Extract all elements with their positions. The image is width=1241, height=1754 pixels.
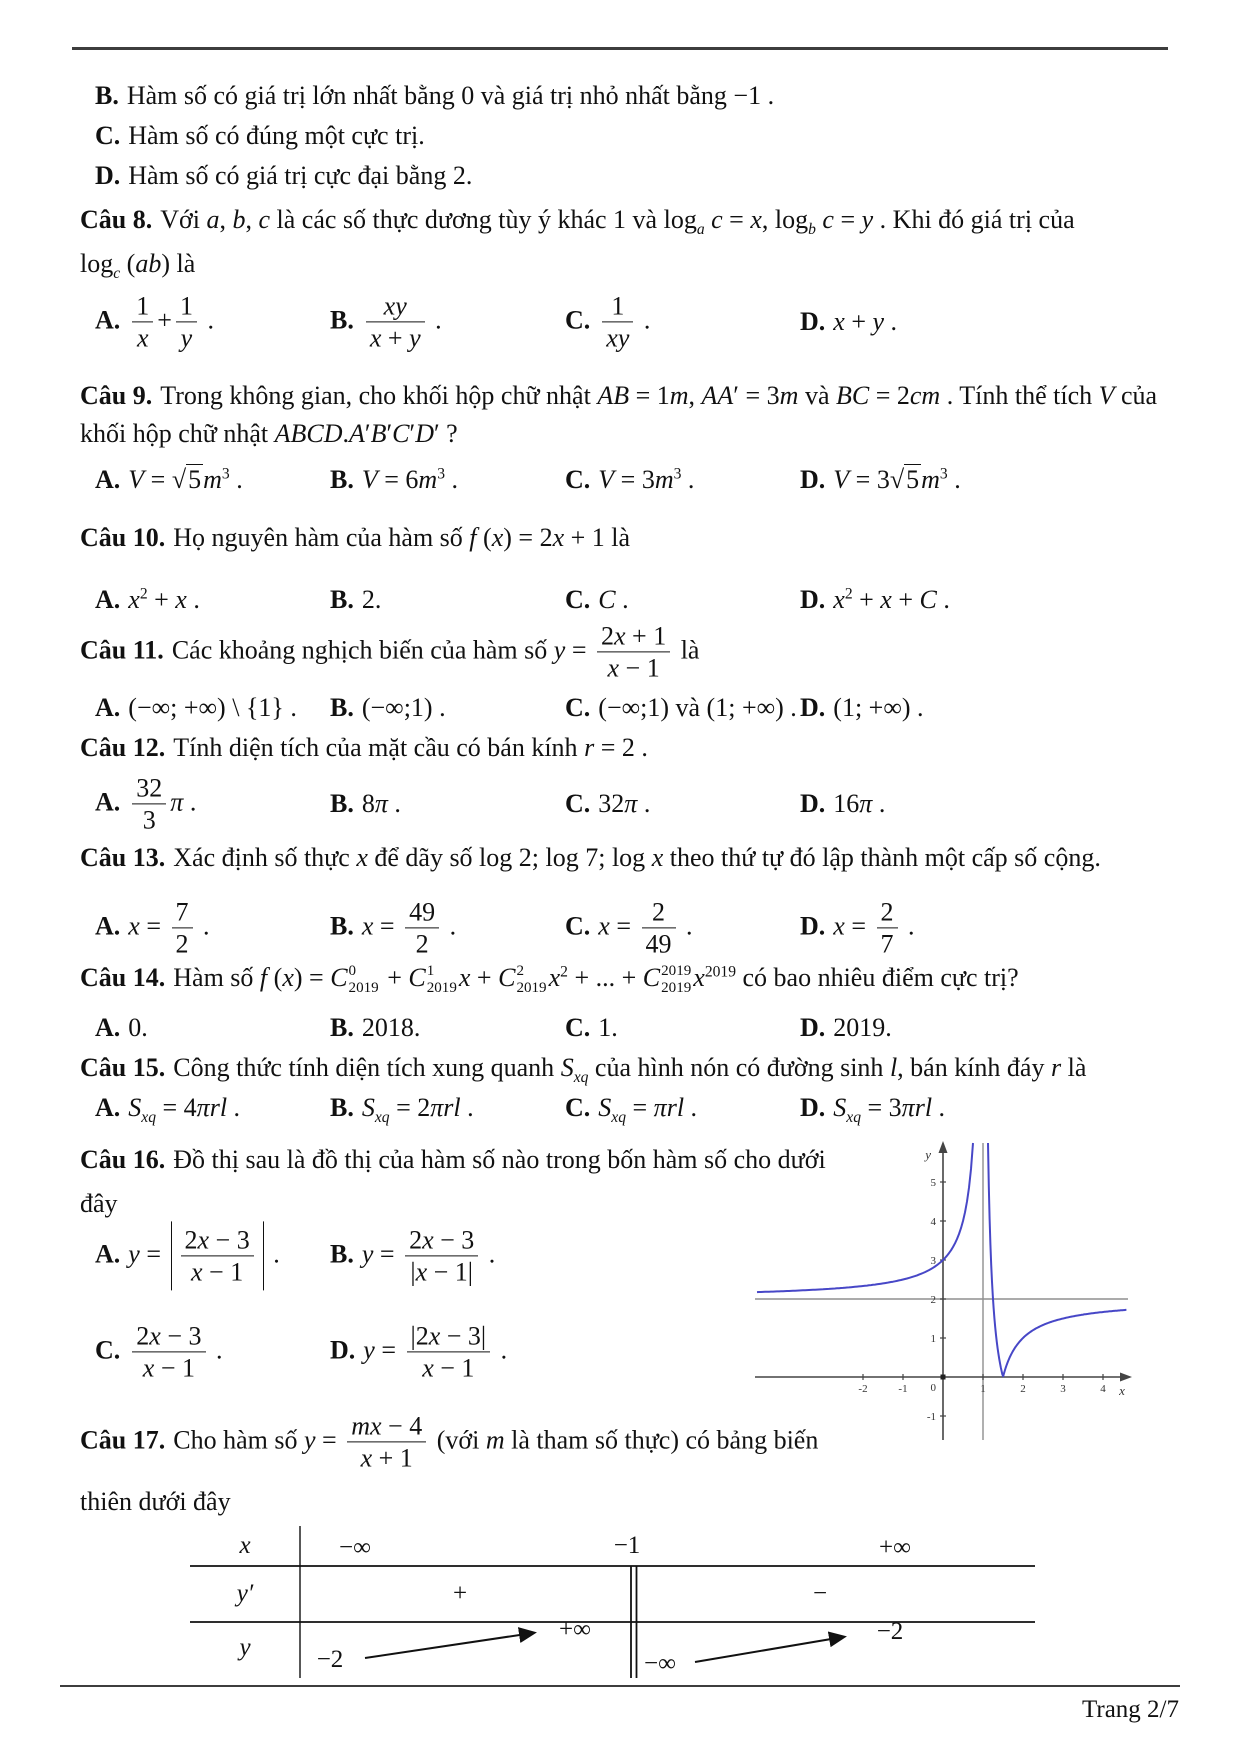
question-cau15-option-a [95,1093,241,1127]
option-label: B. [330,304,354,334]
option-label: C. [565,1013,591,1042]
question-text: Các khoảng nghịch biến của hàm số y = $\frac{2x + 1}{x - 1}$ là [171,621,700,683]
bbt-y-right-from: −∞ [644,1650,676,1677]
bbt-x-right: +∞ [879,1534,911,1561]
graph-tick-label: 5 [930,1177,936,1189]
option-text: y = $\frac{|2x - 3|}{x - 1}$ . [363,1321,508,1383]
option-label: C. [95,1334,121,1364]
graph-tick-label: -1 [898,1383,908,1395]
question-cau16-option-d [330,1321,507,1382]
bbt-var-y-prime: y′ [236,1580,254,1607]
graph-tick-label: -2 [858,1383,868,1395]
option-text: 2018. [361,1013,421,1042]
question-cau8-option-d [800,307,897,337]
option-text: Hàm số có giá trị cực đại bằng 2. [128,161,473,190]
option-text: $S_{xq} = 4\pi rl$ . [128,1093,241,1127]
question-cau9-option-d [800,465,961,495]
option-text: $\frac{2x - 3}{x - 1}$ . [128,1335,222,1364]
option-text: x = $\frac{7}{2}$ . [128,897,210,959]
question-cau16-option-b [330,1225,495,1286]
bbt-yprime-left: + [452,1580,468,1607]
option-label: D. [95,161,121,190]
graph-tick-label: 0 [930,1382,936,1394]
bbt-x-mid: −1 [613,1532,641,1559]
question-cau12-option-d [800,789,885,819]
question-text: Hàm số f (x) = C 0 2019 + C 1 2019 x + C 2 2019 $x^2$ + ... + C 2019 2019 $x^{2019}$ có bao nhiêu điểm cực trị? [173,963,1019,997]
option-label: A. [95,1093,121,1122]
option-label: B. [330,789,354,818]
option-label: A. [95,910,121,940]
question-cau16-line-1 [80,1145,826,1175]
option-text: $V = 6m^3$ . [361,465,458,494]
option-text: $V = 3√5m^3$ . [833,465,961,494]
graph-x-axis-label: x [1119,1383,1125,1398]
function-graph [750,1135,1140,1447]
bbt-var-x: x [239,1532,251,1559]
question-cau11-line-1 [80,621,699,682]
option-label: A. [95,693,121,722]
page-number: Trang 2/7 [1081,1696,1179,1723]
question-cau13-option-d [800,897,915,958]
option-label: B. [330,1093,354,1122]
question-cau8-line-2 [80,249,196,283]
option-label: C. [95,121,121,150]
question-cau9-option-b [330,465,458,495]
option-text: $x^2 + x$ . [128,585,200,614]
question-cau12-label: Câu 12. [80,733,166,762]
option-text: 8π . [361,789,401,818]
question-cau14-option-a [95,1013,148,1043]
top-rule [72,47,1168,50]
bbt-y-left-from: −2 [316,1646,344,1673]
question-cau15-option-b [330,1093,474,1127]
question-text: thiên dưới đây [80,1487,231,1516]
question-cau17-label: Câu 17. [80,1424,166,1454]
question-cau13-option-a [95,897,210,958]
question-cau9-option-a [95,465,243,495]
question-cau9-line-2 [80,419,458,449]
option-text: $V = 3m^3$ . [598,465,695,494]
option-label: C. [565,585,591,614]
question-cau12-option-b [330,789,401,819]
option-label: C. [565,693,591,722]
question-cau15-option-c [565,1093,698,1127]
question-cau14-option-b [330,1013,420,1043]
question-cau17-line-1 [80,1411,818,1472]
option-text: x = $\frac{2}{49}$ . [598,897,693,959]
question-cau8-option-b [330,291,442,352]
option-text: 16π . [833,789,886,818]
question-cau11-option-a [95,693,297,723]
option-label: B. [330,1013,354,1042]
option-label: A. [95,1013,121,1042]
question-cau13-option-c [565,897,693,958]
bbt-yprime-right: − [812,1580,828,1607]
graph-tick-label: 4 [1100,1383,1106,1395]
question-text: đây [80,1189,118,1218]
option-text: (−∞;1) và (1; +∞) . [598,693,797,722]
question-cau9-line-1 [80,381,1157,411]
option-label: D. [800,789,826,818]
question-cau9-option-c [565,465,694,495]
question-text: $\log_c (ab)$ là [80,249,196,283]
option-text: $S_{xq} = 3\pi rl$ . [833,1093,946,1127]
question-cau14-line-1 [80,963,1019,997]
graph-curve [988,1143,1126,1376]
question-cau10-option-c [565,585,629,615]
question-cau14-option-d [800,1013,892,1043]
option-label: D. [800,307,826,336]
question-cau10-option-b [330,585,381,615]
question-cau8-option-c [565,291,650,352]
graph-curve [757,1143,973,1292]
leading-option-d [95,161,472,191]
option-label: D. [800,585,826,614]
option-text: $\frac{32}{3}$ π . [128,787,196,816]
question-text: Cho hàm số y = $\frac{mx - 4}{x + 1}$ (với m là tham số thực) có bảng biến [173,1411,819,1473]
question-cau11-option-b [330,693,446,723]
option-text: (−∞; +∞) \ {1} . [128,693,297,722]
question-cau16-line-2 [80,1189,118,1219]
graph-y-axis-label: y [925,1147,931,1162]
option-label: D. [800,1093,826,1122]
option-label: A. [95,1238,121,1268]
option-text: x + y . [833,307,898,336]
question-text: Tính diện tích của mặt cầu có bán kính r = 2 . [173,733,648,762]
question-cau12-option-c [565,789,650,819]
function-graph-svg [750,1135,1140,1447]
question-cau11-label: Câu 11. [80,634,164,664]
question-text: Trong không gian, cho khối hộp chữ nhật AB = 1m, AA′ = 3m và BC = 2cm . Tính thể tích V của [160,381,1158,410]
question-cau11-option-c [565,693,797,723]
question-text: khối hộp chữ nhật ABCD.A′B′C′D′ ? [80,419,458,448]
option-text: y = $\frac{2x - 3}{x - 1}$ . [128,1239,279,1268]
question-cau10-option-d [800,585,950,615]
graph-tick-label: 3 [1060,1383,1066,1395]
option-label: B. [330,585,354,614]
question-text: Với a, b, c là các số thực dương tùy ý khác 1 và $\log_a c = x$, $\log_b c = y$ . Khi đó giá trị của [160,205,1075,239]
option-text: $\frac{1}{x}$ + $\frac{1}{y}$ . [128,305,214,334]
option-label: D. [800,1013,826,1042]
graph-tick-label: 3 [930,1255,936,1267]
option-text: (−∞;1) . [361,693,446,722]
leading-option-c [95,121,425,151]
option-label: B. [330,693,354,722]
question-cau12-option-a [95,773,196,834]
graph-tick-label: -1 [926,1411,936,1423]
bbt-x-left: −∞ [339,1534,371,1561]
question-cau9-label: Câu 9. [80,381,153,410]
option-text: $\frac{1}{xy}$ . [598,305,650,334]
question-cau16-option-c [95,1321,223,1382]
question-cau15-line-1 [80,1053,1087,1087]
option-text: 1. [598,1013,618,1042]
option-label: D. [800,693,826,722]
option-label: C. [565,789,591,818]
question-cau10-label: Câu 10. [80,523,166,552]
bbt-var-y: y [239,1634,251,1661]
option-text: $S_{xq} = 2\pi rl$ . [361,1093,474,1127]
question-cau8-line-1 [80,205,1075,239]
graph-tick-label: 1 [980,1383,986,1395]
option-label: B. [95,81,119,110]
option-label: B. [330,1238,354,1268]
option-label: D. [800,465,826,494]
option-label: A. [95,786,121,816]
question-text: Họ nguyên hàm của hàm số f (x) = 2x + 1 là [173,523,631,552]
option-text: 0. [128,1013,148,1042]
option-text: x = $\frac{2}{7}$ . [833,897,915,959]
graph-tick-label: 2 [930,1294,936,1306]
question-cau8-option-a [95,291,214,352]
question-cau10-option-a [95,585,200,615]
option-text: $V = √5m^3$ . [128,465,243,494]
graph-tick-label: 1 [930,1333,936,1345]
question-cau17-line-2 [80,1487,231,1517]
option-text: y = $\frac{2x - 3}{|x - 1|}$ . [361,1225,496,1287]
question-cau14-option-c [565,1013,618,1043]
question-cau13-option-b [330,897,456,958]
question-text: Công thức tính diện tích xung quanh $S_{xq}$ của hình nón có đường sinh l, bán kính đáy r là [173,1053,1087,1087]
option-text: 2. [361,585,382,614]
option-label: D. [800,910,826,940]
bbt-y-left-to: +∞ [559,1616,591,1643]
option-text: $\frac{xy}{x + y}$ . [362,305,442,334]
option-text: $S_{xq} = \pi rl$ . [598,1093,698,1127]
graph-tick-label: 2 [1020,1383,1026,1395]
option-label: A. [95,304,121,334]
option-text: C . [598,585,629,614]
option-label: C. [565,304,591,334]
leading-option-b [95,81,774,111]
question-cau8-label: Câu 8. [80,205,153,234]
option-text: Hàm số có giá trị lớn nhất bằng 0 và giá trị nhỏ nhất bằng −1 . [126,81,775,110]
option-text: x = $\frac{49}{2}$ . [361,897,457,959]
option-text: $x^2 + x + C$ . [833,585,950,614]
question-cau12-line-1 [80,733,648,763]
option-label: C. [565,1093,591,1122]
question-cau16-option-a [95,1221,280,1290]
option-label: A. [95,465,121,494]
increase-arrow-left [365,1633,533,1658]
question-text: Xác định số thực x để dãy số log 2; log 7; log x theo thứ tự đó lập thành một cấp số cộng. [173,843,1101,872]
question-cau15-label: Câu 15. [80,1053,166,1082]
question-cau15-option-d [800,1093,946,1127]
bbt-y-right-to: −2 [876,1618,904,1645]
question-text: Đồ thị sau là đồ thị của hàm số nào trong bốn hàm số cho dưới [173,1145,826,1174]
question-cau16-label: Câu 16. [80,1145,166,1174]
question-cau13-line-1 [80,843,1101,873]
option-label: C. [565,465,591,494]
option-text: (1; +∞) . [833,693,924,722]
question-cau11-option-d [800,693,924,723]
question-cau10-line-1 [80,523,630,553]
increase-arrow-right [695,1637,843,1662]
option-text: Hàm số có đúng một cực trị. [128,121,425,150]
option-label: A. [95,585,121,614]
option-label: D. [330,1334,356,1364]
footer-rule [60,1685,1180,1687]
question-cau14-label: Câu 14. [80,963,166,993]
graph-tick-label: 4 [930,1216,936,1228]
option-label: B. [330,465,354,494]
option-text: 32π . [598,789,651,818]
option-text: 2019. [833,1013,892,1042]
option-label: C. [565,910,591,940]
question-cau13-label: Câu 13. [80,843,166,872]
variation-table [190,1520,1035,1680]
option-label: B. [330,910,354,940]
